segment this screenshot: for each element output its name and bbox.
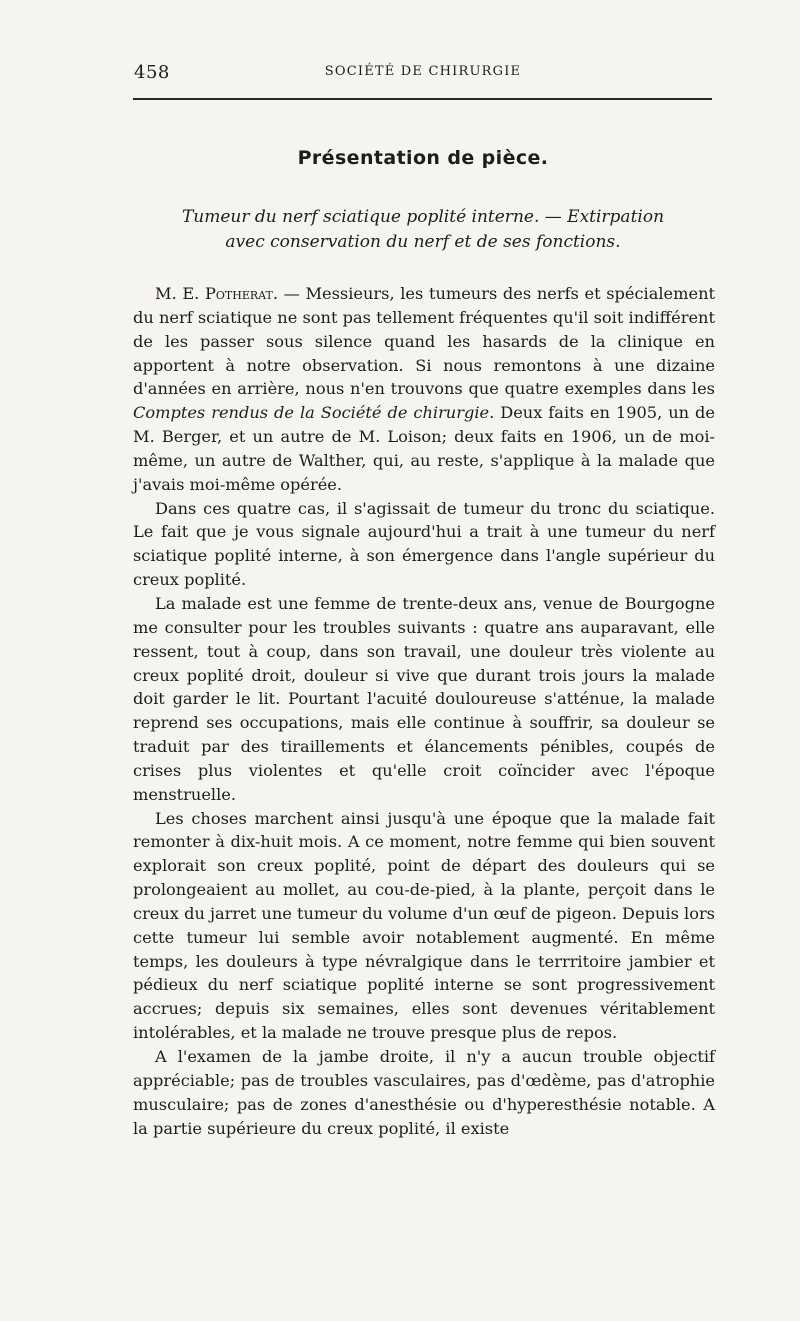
speaker-name: Potherat — [204, 284, 273, 303]
page-number: 458 — [134, 62, 170, 83]
paragraph-4: Les choses marchent ainsi jusqu'à une époque que la malade fait remonter à dix-huit mois. A ce moment, notre femme qui bien souvent explorait son creux poplité, point de départ des douleurs qui se prolongeaient au mollet, au cou-de-pied, à la plante, perçoit dans le creux du jarret une tumeur du volume d'un œuf de pigeon. Depuis lors cette tumeur lui semble avoir notablement augmenté. En même temps, les douleurs à type névralgique dans le terrritoire jambier et pédieux du nerf sciatique poplité interne se sont progressivement accrues; depuis six semaines, elles sont devenues véritablement intolérables, et la malade ne trouve presque plus de repos. — [133, 808, 715, 1043]
paragraph-1-text-b: . Deux faits en 1905, un de M. Berger, et un autre de M. Loison; deux faits en 1906, un de moi-même, un autre de Walther, qui, au reste, s'applique à la malade que j'avais moi-même opérée. — [133, 403, 715, 494]
paragraph-1 — [133, 282, 715, 497]
subtitle-line-2: avec conservation du nerf et de ses fonctions. — [225, 232, 621, 252]
page-header — [134, 62, 712, 84]
paragraph-1-text-a: . — Messieurs, les tumeurs des nerfs et spécialement du nerf sciatique ne sont pas tellement fréquentes qu'il soit indifférent de les passer sous silence quand les hasards de la clinique en apportent à notre observation. Si nous remontons à une dizaine d'années en arrière, nous n'en trouvons que quatre exemples dans les — [133, 284, 715, 399]
section-title: Présentation de pièce. — [297, 147, 549, 169]
running-head: SOCIÉTÉ DE CHIRURGIE — [324, 64, 522, 79]
header-rule — [133, 98, 712, 100]
paragraph-3: La malade est une femme de trente-deux ans, venue de Bourgogne me consulter pour les troubles suivants : quatre ans auparavant, elle ressent, tout à coup, dans son travail, une douleur très violente au creux poplité droit, douleur si vive que durant trois jours la malade doit garder le lit. Pourtant l'acuité douloureuse s'atténue, la malade reprend ses occupations, mais elle continue à souffrir, sa douleur se traduit par des tiraillements et élancements pénibles, coupés de crises plus violentes et qu'elle croit coïncider avec l'époque menstruelle. — [133, 593, 715, 804]
speaker-prefix: M. E. — [155, 284, 205, 303]
subtitle-line-1: Tumeur du nerf sciatique poplité interne. — Extirpation — [181, 207, 665, 227]
section-subtitle — [134, 205, 712, 255]
journal-title: Comptes rendus de la Société de chirurgie — [133, 403, 490, 423]
paragraph-5: A l'examen de la jambe droite, il n'y a aucun trouble objectif appréciable; pas de troubles vasculaires, pas d'œdème, pas d'atrophie musculaire; pas de zones d'anesthésie ou d'hyperesthésie notable. A la partie supérieure du creux poplité, il existe — [133, 1047, 715, 1138]
body-text — [133, 282, 715, 1140]
paragraph-2: Dans ces quatre cas, il s'agissait de tumeur du tronc du sciatique. Le fait que je vous signale aujourd'hui a trait à une tumeur du nerf sciatique poplité interne, à son émergence dans l'angle supérieur du creux poplité. — [133, 498, 715, 590]
